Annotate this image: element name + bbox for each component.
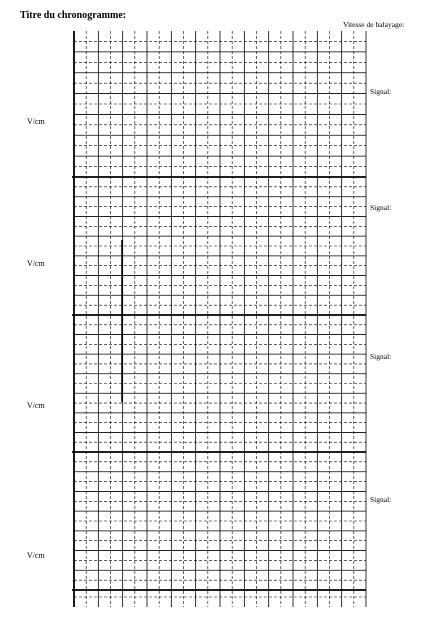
signal-label-1: Signal: [370, 87, 392, 96]
unit-label-4: V/cm [27, 551, 45, 560]
signal-label-3: Signal: [370, 352, 392, 361]
signal-label-4: Signal: [370, 495, 392, 504]
chronogram-title: Titre du chronogramme: [20, 10, 127, 21]
unit-label-3: V/cm [27, 401, 45, 410]
unit-label-1: V/cm [27, 117, 45, 126]
sweep-speed-label: Vitesse de balayage: [343, 20, 405, 29]
signal-label-2: Signal: [370, 203, 392, 212]
unit-label-2: V/cm [27, 259, 45, 268]
